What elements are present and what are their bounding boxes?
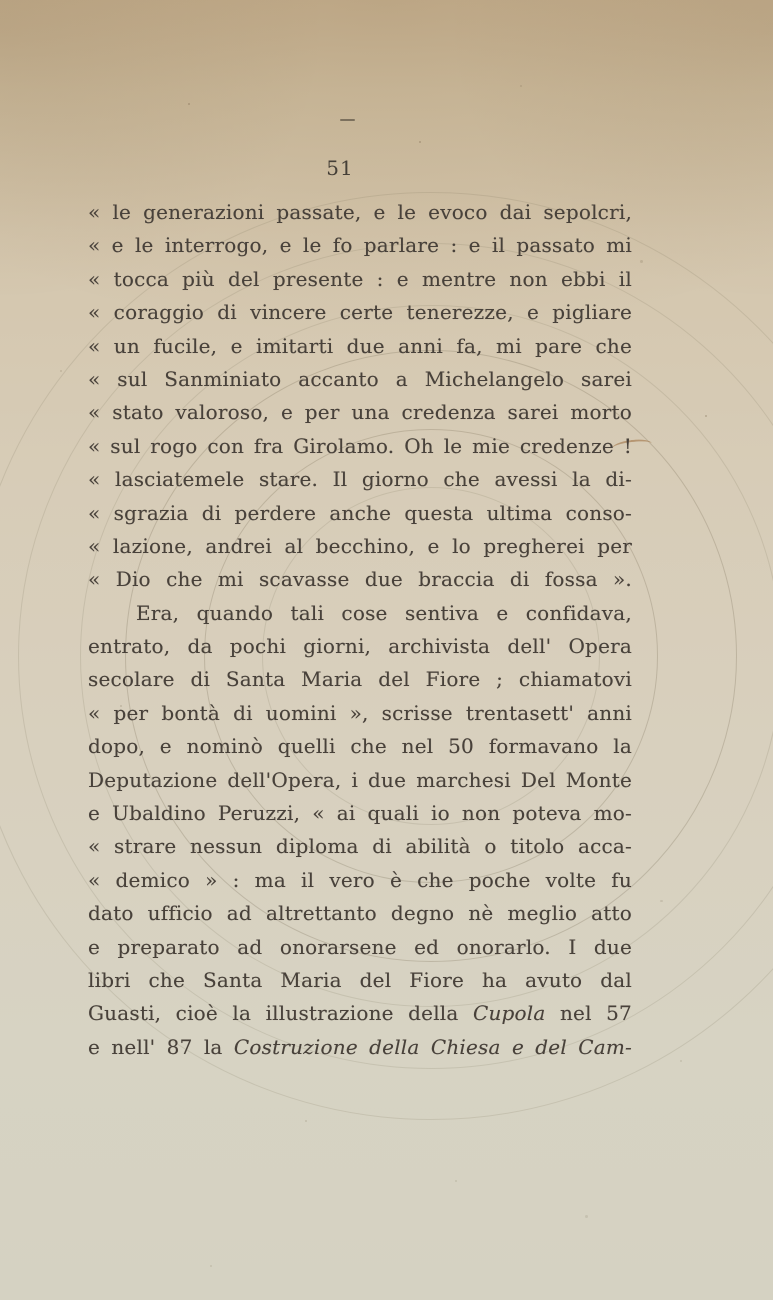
text-segment: « e le interrogo, e le fo parlare : e il passato mi <box>88 233 632 258</box>
text-segment: e nell' 87 la <box>88 1034 234 1059</box>
paper-speckle <box>188 103 190 105</box>
text-line <box>88 730 632 763</box>
text-segment: « sul rogo con fra Girolamo. Oh le mie credenze ! <box>88 433 632 458</box>
text-segment: e Ubaldino Peruzzi, « ai quali io non poteva mo- <box>88 801 632 826</box>
text-line <box>88 697 632 730</box>
text-line <box>88 931 632 964</box>
text-line <box>88 396 632 429</box>
text-line <box>88 463 632 496</box>
paper-speckle <box>585 1215 588 1218</box>
italic-text-segment: Costruzione della Chiesa e del Cam- <box>233 1034 633 1059</box>
paper-speckle <box>60 370 62 372</box>
paper-speckle <box>210 1265 212 1267</box>
text-line <box>88 597 632 630</box>
text-line <box>88 263 632 296</box>
paper-speckle <box>705 415 707 417</box>
text-block <box>88 196 632 1064</box>
text-segment: « stato valoroso, e per una credenza sarei morto <box>88 400 632 425</box>
text-line <box>88 997 632 1030</box>
text-segment: nel 57 <box>545 1001 632 1026</box>
text-segment: « lazione, andrei al becchino, e lo pregherei per <box>88 533 632 558</box>
text-segment: entrato, da pochi giorni, archivista dell' Opera <box>88 634 632 659</box>
text-line <box>88 563 632 596</box>
text-line <box>88 229 632 262</box>
paper-speckle <box>419 141 421 143</box>
text-line <box>88 296 632 329</box>
text-line <box>88 1031 632 1064</box>
text-line <box>88 497 632 530</box>
text-segment: « un fucile, e imitarti due anni fa, mi pare che <box>88 333 632 358</box>
text-line <box>88 964 632 997</box>
text-segment: e preparato ad onorarsene ed onorarlo. I due <box>88 934 632 959</box>
text-segment: libri che Santa Maria del Fiore ha avuto dal <box>88 967 632 992</box>
text-segment: « le generazioni passate, e le evoco dai sepolcri, <box>88 200 632 224</box>
text-line <box>88 897 632 930</box>
paper-speckle <box>680 1060 682 1062</box>
text-segment: secolare di Santa Maria del Fiore ; chiamatovi <box>88 667 632 692</box>
text-segment: dopo, e nominò quelli che nel 50 formavano la <box>88 734 632 759</box>
text-line <box>88 830 632 863</box>
text-segment: Deputazione dell'Opera, i due marchesi Del Monte <box>88 767 632 792</box>
text-line <box>88 797 632 830</box>
text-line <box>88 864 632 897</box>
text-line <box>88 663 632 696</box>
text-line <box>88 530 632 563</box>
text-line <box>88 330 632 363</box>
text-segment: « sgrazia di perdere anche questa ultima conso- <box>88 500 632 525</box>
text-line <box>88 430 632 463</box>
text-segment: « lasciatemele stare. Il giorno che avessi la di- <box>88 467 632 492</box>
text-segment: « coraggio di vincere certe tenerezze, e pigliare <box>88 300 632 325</box>
text-segment: « Dio che mi scavasse due braccia di fossa ». <box>88 567 632 592</box>
text-segment: « tocca più del presente : e mentre non ebbi il <box>88 266 632 291</box>
text-line <box>88 630 632 663</box>
text-segment: dato ufficio ad altrettanto degno nè meglio atto <box>88 901 632 926</box>
paper-speckle <box>660 900 663 902</box>
paper-speckle <box>640 260 643 263</box>
text-line <box>88 196 632 229</box>
text-segment: « demico » : ma il vero è che poche volte fu <box>88 867 632 892</box>
paper-speckle <box>305 1120 307 1122</box>
text-segment: « sul Sanminiato accanto a Michelangelo sarei <box>88 366 632 391</box>
italic-text-segment: Cupola <box>472 1001 546 1026</box>
text-segment: « per bontà di uomini », scrisse trentasett' anni <box>88 700 632 725</box>
paper-speckle <box>455 1180 457 1182</box>
text-line <box>88 363 632 396</box>
text-segment: Era, quando tali cose sentiva e confidava, <box>136 600 632 625</box>
text-line <box>88 764 632 797</box>
header-dash-mark <box>340 119 355 121</box>
page-number: 51 <box>326 156 354 180</box>
text-segment: Guasti, cioè la illustrazione della <box>88 1001 473 1026</box>
text-segment: « strare nessun diploma di abilità o titolo acca- <box>88 834 632 859</box>
paper-speckle <box>520 85 522 87</box>
